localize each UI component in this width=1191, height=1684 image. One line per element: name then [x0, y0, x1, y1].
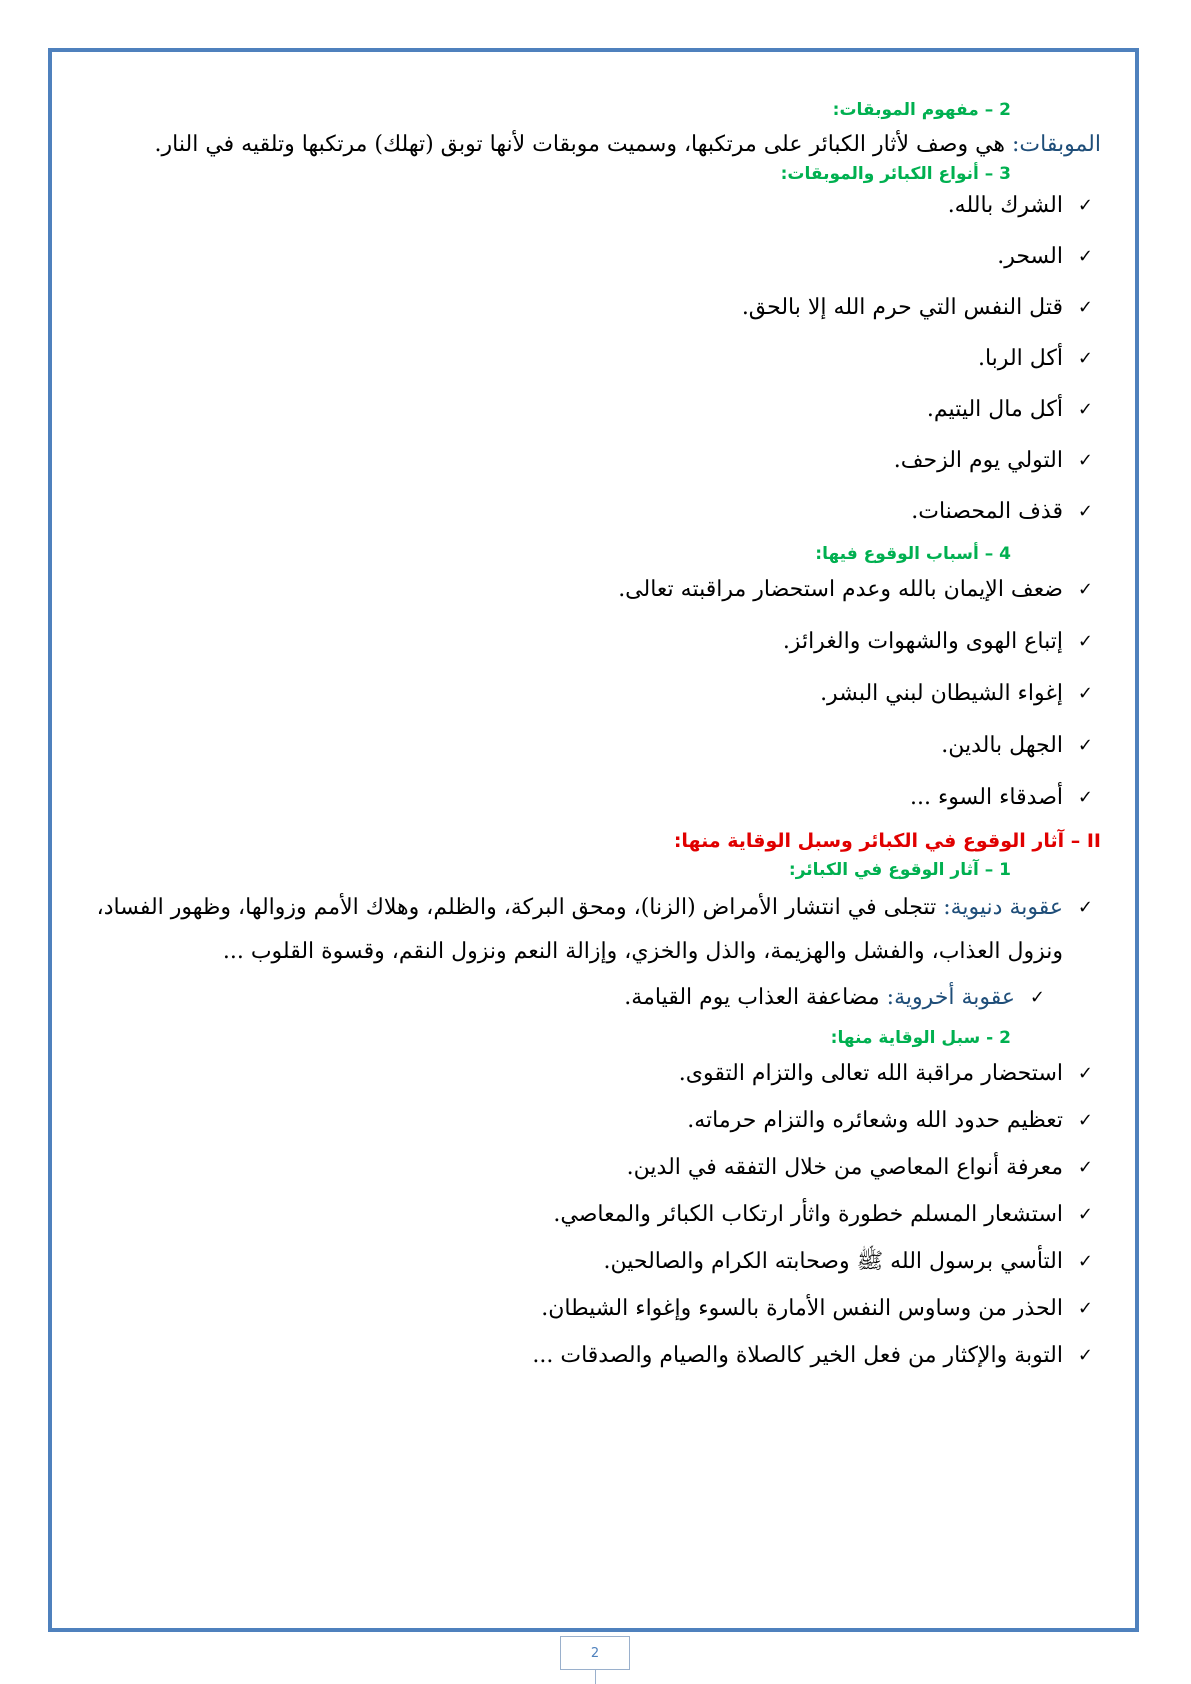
page-number-stem	[595, 1670, 596, 1684]
check-icon: ✓	[1077, 735, 1093, 756]
check-icon: ✓	[1077, 450, 1093, 471]
list-item: ✓ التوبة والإكثار من فعل الخير كالصلاة والصيام والصدقات ...	[70, 1338, 1101, 1374]
list-item: ✓ أكل مال اليتيم.	[70, 392, 1101, 428]
check-icon: ✓	[1077, 1157, 1093, 1178]
page-number: 2	[560, 1636, 630, 1670]
check-icon: ✓	[1077, 246, 1093, 267]
check-icon: ✓	[1077, 501, 1093, 522]
prevention-list	[70, 1056, 1101, 1374]
check-icon: ✓	[1077, 195, 1093, 216]
list-item: ✓ السحر.	[70, 239, 1101, 275]
section-heading-types: 3 – أنواع الكبائر والموبقات:	[780, 164, 1011, 184]
list-item: ✓ الحذر من وساوس النفس الأمارة بالسوء وإغواء الشيطان.	[70, 1291, 1101, 1327]
section-heading-prevention: 2 - سبل الوقاية منها:	[830, 1028, 1011, 1048]
definition-paragraph	[70, 126, 1101, 164]
check-icon: ✓	[1077, 1110, 1093, 1131]
check-icon: ✓	[1077, 683, 1093, 704]
check-icon: ✓	[1077, 631, 1093, 652]
list-item: ✓ معرفة أنواع المعاصي من خلال التفقه في الدين.	[70, 1150, 1101, 1186]
list-item: ✓ أصدقاء السوء ...	[70, 780, 1101, 816]
check-icon: ✓	[1077, 897, 1093, 918]
list-item: ✓ عقوبة دنيوية: تتجلى في انتشار الأمراض (الزنا)، ومحق البركة، والظلم، وهلاك الأمم وزوالها، وظهور الفساد، ونزول العذاب، والفشل والهزيمة، والذل والخزي، وإزالة النعم ونزول النقم، وقسوة القلوب ...	[70, 886, 1101, 974]
document-body	[70, 100, 1101, 1374]
check-icon: ✓	[1077, 1251, 1093, 1272]
list-item: ✓ التأسي برسول الله ﷺ وصحابته الكرام والصالحين.	[70, 1244, 1101, 1280]
list-item: ✓ التولي يوم الزحف.	[70, 443, 1101, 479]
check-icon: ✓	[1077, 297, 1093, 318]
check-icon: ✓	[1077, 1345, 1093, 1366]
definition-term: الموبقات:	[1012, 132, 1101, 157]
list-item: ✓ قذف المحصنات.	[70, 494, 1101, 530]
list-item: ✓ قتل النفس التي حرم الله إلا بالحق.	[70, 290, 1101, 326]
definition-text: هي وصف لأثار الكبائر على مرتكبها، وسميت موبقات لأنها توبق (تهلك) مرتكبها وتلقيه في النار.	[154, 132, 1013, 157]
worldly-punishment-term: عقوبة دنيوية:	[943, 895, 1063, 920]
types-list	[70, 188, 1101, 530]
causes-list	[70, 572, 1101, 816]
check-icon: ✓	[1077, 787, 1093, 808]
section-heading-causes: 4 – أسباب الوقوع فيها:	[815, 544, 1011, 564]
list-item: ✓ عقوبة أخروية: مضاعفة العذاب يوم القيامة.	[70, 980, 1101, 1016]
list-item: ✓ إتباع الهوى والشهوات والغرائز.	[70, 624, 1101, 660]
check-icon: ✓	[1077, 1298, 1093, 1319]
list-item: ✓ أكل الربا.	[70, 341, 1101, 377]
list-item: ✓ الشرك بالله.	[70, 188, 1101, 224]
list-item: ✓ إغواء الشيطان لبني البشر.	[70, 676, 1101, 712]
check-icon: ✓	[1077, 348, 1093, 369]
check-icon: ✓	[1077, 1063, 1093, 1084]
check-icon: ✓	[1077, 1204, 1093, 1225]
list-item: ✓ استحضار مراقبة الله تعالى والتزام التقوى.	[70, 1056, 1101, 1092]
list-item: ✓ تعظيم حدود الله وشعائره والتزام حرماته.	[70, 1103, 1101, 1139]
check-icon: ✓	[1077, 399, 1093, 420]
effects-list	[70, 886, 1101, 1016]
check-icon: ✓	[1077, 579, 1093, 600]
list-item: ✓ الجهل بالدين.	[70, 728, 1101, 764]
section-heading-concept: 2 – مفهوم الموبقات:	[832, 100, 1011, 120]
list-item: ✓ ضعف الإيمان بالله وعدم استحضار مراقبته تعالى.	[70, 572, 1101, 608]
part-heading-effects: II – آثار الوقوع في الكبائر وسبل الوقاية منها:	[673, 830, 1101, 852]
check-icon: ✓	[1029, 987, 1045, 1008]
afterlife-punishment-term: عقوبة أخروية:	[886, 985, 1015, 1010]
section-heading-effects: 1 – آثار الوقوع في الكبائر:	[788, 860, 1011, 880]
list-item: ✓ استشعار المسلم خطورة واثأر ارتكاب الكبائر والمعاصي.	[70, 1197, 1101, 1233]
